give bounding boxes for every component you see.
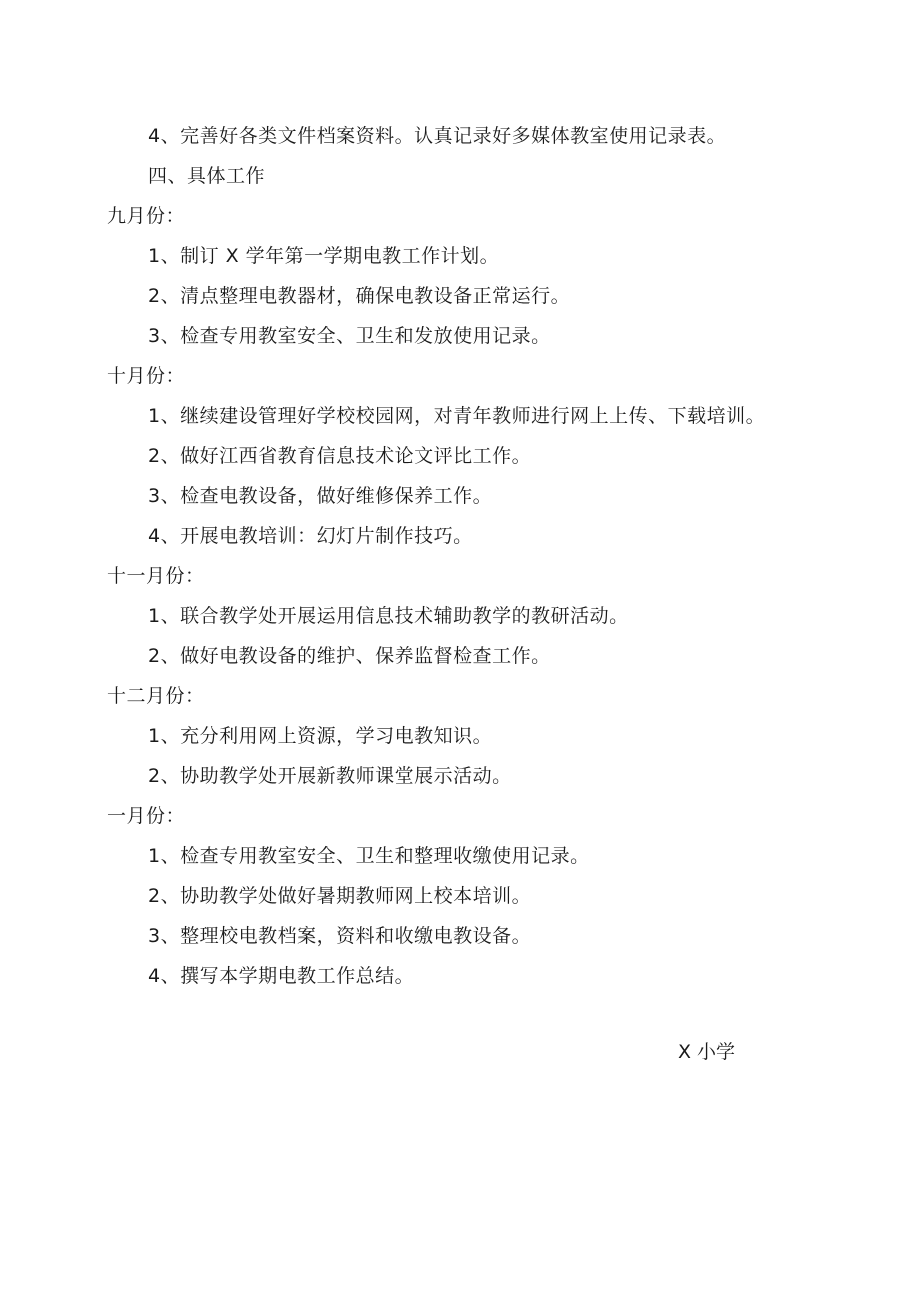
list-item: 2、协助教学处做好暑期教师网上校本培训。 (148, 885, 532, 907)
list-item: 2、做好江西省教育信息技术论文评比工作。 (148, 445, 532, 467)
list-item: 3、检查专用教室安全、卫生和发放使用记录。 (148, 325, 551, 347)
intro-item-4: 4、完善好各类文件档案资料。认真记录好多媒体教室使用记录表。 (148, 125, 727, 147)
list-item: 1、制订 X 学年第一学期电教工作计划。 (148, 245, 500, 267)
list-item: 2、清点整理电教器材，确保电教设备正常运行。 (148, 285, 571, 307)
list-item: 1、联合教学处开展运用信息技术辅助教学的教研活动。 (148, 605, 629, 627)
month-label-october: 十月份： (107, 365, 186, 387)
month-label-september: 九月份： (107, 205, 186, 227)
list-item: 1、充分利用网上资源，学习电教知识。 (148, 725, 493, 747)
section-heading: 四、具体工作 (148, 165, 266, 187)
list-item: 3、检查电教设备，做好维修保养工作。 (148, 485, 493, 507)
list-item: 1、继续建设管理好学校校园网，对青年教师进行网上上传、下载培训。 (148, 405, 766, 427)
list-item: 2、做好电教设备的维护、保养监督检查工作。 (148, 645, 551, 667)
month-label-november: 十一月份： (107, 565, 205, 587)
list-item: 4、撰写本学期电教工作总结。 (148, 965, 415, 987)
list-item: 2、协助教学处开展新教师课堂展示活动。 (148, 765, 512, 787)
list-item: 4、开展电教培训：幻灯片制作技巧。 (148, 525, 473, 547)
list-item: 3、整理校电教档案，资料和收缴电教设备。 (148, 925, 532, 947)
signature-school: X 小学 (678, 1041, 736, 1063)
month-label-january: 一月份： (107, 805, 186, 827)
list-item: 1、检查专用教室安全、卫生和整理收缴使用记录。 (148, 845, 590, 867)
month-label-december: 十二月份： (107, 685, 205, 707)
